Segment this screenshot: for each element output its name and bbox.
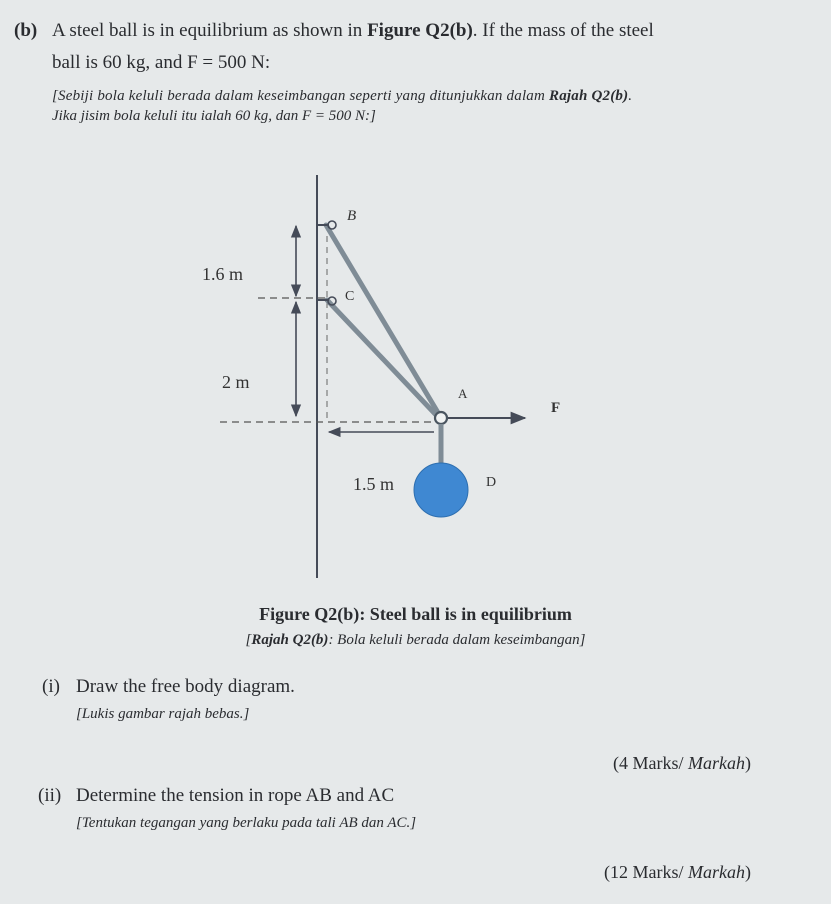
marks-ms: Markah bbox=[688, 862, 745, 882]
dim-label-ca: 2 m bbox=[222, 372, 250, 392]
part-ii-marks bbox=[604, 862, 751, 883]
marks-ms: Markah bbox=[688, 753, 745, 773]
question-intro-line-2: ball is 60 kg, and F = 500 N: bbox=[52, 52, 271, 73]
malay-text-post: . bbox=[628, 88, 633, 104]
label-f: F bbox=[551, 400, 561, 416]
dim-label-bc: 1.6 m bbox=[202, 264, 244, 284]
question-label: (b) bbox=[14, 20, 38, 41]
steel-ball bbox=[414, 463, 468, 517]
intro-figure-ref: Figure Q2(b) bbox=[367, 20, 473, 41]
malay-figure-ref: Rajah Q2(b) bbox=[549, 88, 629, 104]
malay-text-pre: [Sebiji bola keluli berada dalam keseimbangan seperti yang ditunjukkan dalam bbox=[52, 88, 549, 104]
part-ii-malay: [Tentukan tegangan yang berlaku pada tali AB dan AC.] bbox=[76, 815, 417, 831]
marks-pre: (12 Marks/ bbox=[604, 862, 688, 882]
part-i-marks bbox=[613, 753, 751, 774]
marks-post: ) bbox=[745, 862, 751, 882]
intro-text-post: . If the mass of the steel bbox=[472, 20, 654, 41]
dim-label-horizontal: 1.5 m bbox=[353, 474, 395, 494]
figure-caption-malay bbox=[0, 632, 831, 649]
label-c: C bbox=[345, 289, 355, 304]
label-d: D bbox=[486, 475, 497, 490]
part-i-number: (i) bbox=[42, 676, 60, 697]
marks-post: ) bbox=[745, 753, 751, 773]
caption-ms-figure-ref: Rajah Q2(b) bbox=[251, 632, 329, 648]
caption-ms-open: [ bbox=[245, 632, 252, 648]
part-i-text: Draw the free body diagram. bbox=[76, 676, 295, 697]
equilibrium-diagram bbox=[190, 170, 590, 590]
malay-intro-line-1 bbox=[52, 88, 632, 105]
figure-caption-english bbox=[0, 604, 831, 625]
question-intro-line-1 bbox=[52, 20, 654, 42]
caption-ms-text: : Bola keluli berada dalam keseimbangan] bbox=[328, 632, 586, 648]
marks-pre: (4 Marks/ bbox=[613, 753, 688, 773]
label-b: B bbox=[347, 208, 357, 224]
malay-intro-line-2: Jika jisim bola keluli itu ialah 60 kg, dan F = 500 N:] bbox=[52, 108, 376, 124]
label-a: A bbox=[458, 386, 468, 401]
intro-text-pre: A steel ball is in equilibrium as shown in bbox=[52, 20, 368, 41]
caption-text: : Steel ball is in equilibrium bbox=[359, 604, 572, 624]
ring-a bbox=[435, 412, 447, 424]
part-ii-number: (ii) bbox=[38, 785, 62, 806]
part-i-malay: [Lukis gambar rajah bebas.] bbox=[76, 706, 250, 722]
part-ii-text: Determine the tension in rope AB and AC bbox=[76, 785, 395, 806]
caption-figure-ref: Figure Q2(b) bbox=[259, 604, 360, 624]
